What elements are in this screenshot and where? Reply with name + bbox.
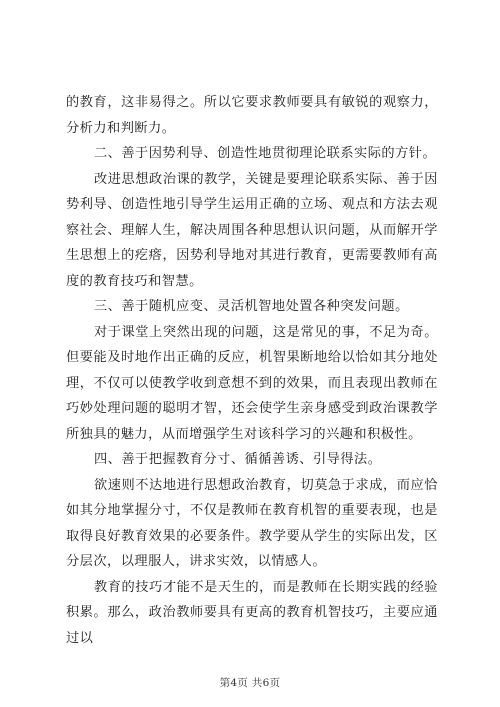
section-heading-4: 四、善于把握教育分寸、循循善诱、引导得法。 (94, 452, 382, 467)
section-heading-3: 三、善于随机应变、灵活机智地处置各种突发问题。 (94, 299, 409, 314)
section-heading-2: 二、善于因势利导、创造性地贯彻理论联系实际的方针。 (94, 146, 437, 161)
page-footer (0, 675, 500, 690)
paragraph-body: 教育的技巧才能不是天生的，而是教师在长期实践的经验积累。那么，政治教师要具有更高的教育机智技巧，主要应通过以 (66, 579, 438, 646)
paragraph-body: 欲速则不达地进行思想政治教育，切莫急于求成，而应恰如其分地掌握分寸，不仅是教师在教育机智的重要表现，也是取得良好教育效果的必要条件。教学要从学生的实际出发，区分层次，以理服人，讲求实效，以情感人。 (66, 477, 438, 569)
paragraph-body: 对于课堂上突然出现的问题，这是常见的事，不足为奇。但要能及时地作出正确的反应，机智果断地给以恰如其分地处理，不仅可以使教学收到意想不到的效果，而且表现出教师在巧妙处理问题的聪明才智，还会使学生亲身感受到政治课教学所独具的魅力，从而增强学生对该科学习的兴趣和积极性。 (66, 324, 438, 442)
page-number-label: 第4页 共6页 (219, 677, 281, 689)
paragraph-continuation: 的教育，这非易得之。所以它要求教师要具有敏锐的观察力，分析力和判断力。 (66, 95, 438, 136)
paragraph-body: 改进思想政治课的教学，关键是要理论联系实际、善于因势利导、创造性地引导学生运用正确的立场、观点和方法去观察社会、理解人生，解决周围各种思想认识问题，从而解开学生思想上的疙瘩，因势利导地对其进行教育，更需要教师有高度的教育技巧和智慧。 (66, 171, 438, 289)
document-body (66, 90, 438, 651)
